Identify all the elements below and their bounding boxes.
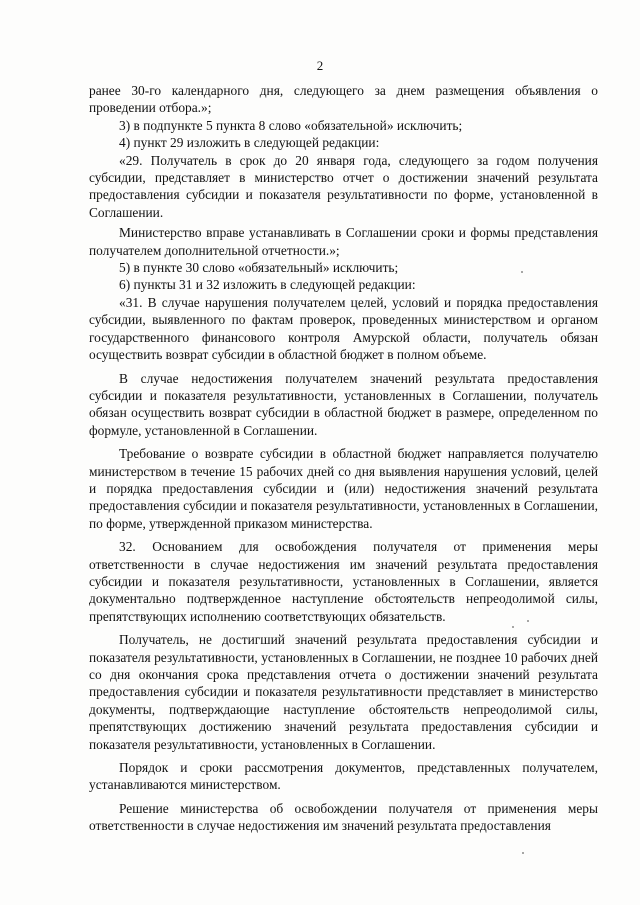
paragraph-recipient-documents: Получатель, не достигший значений результата предоставления субсидии и показателя результативности, установленных в Соглашении, не позднее 10 рабочих дней со дня окончания срока представления отчета о достижении значений результата предоставления субсидии и показателя результативности представляет в министерство документы, подтверждающие наступление обстоятельств непреодолимой силы, препятствующих достижению значений результата предоставления субсидии и показателя результативности, установленных в Соглашении. — [89, 632, 598, 752]
paragraph-item-4: 4) пункт 29 изложить в следующей редакции: — [119, 135, 380, 151]
paragraph-item-3: 3) в подпункте 5 пункта 8 слово «обязательной» исключить; — [119, 117, 463, 133]
paragraph-non-achievement: В случае недостижения получателем значений результата предоставления субсидии и показателя результативности, установленных в Соглашении, получатель обязан осуществить возврат субсидии в областной бюджет в размере, определенном по формуле, установленной в Соглашении. — [89, 370, 598, 438]
scan-speck — [512, 626, 514, 628]
scan-speck — [521, 271, 523, 273]
paragraph-point-29: «29. Получатель в срок до 20 января года, следующего за годом получения субсидии, представляет в министерство отчет о достижении значений результата предоставления субсидии и показателя результативности по форме, установленной в Соглашении. — [89, 152, 598, 220]
paragraph-point-32: 32. Основанием для освобождения получателя от применения меры ответственности в случае недостижения им значений результата предоставления субсидии и показателя результативности, установленных в Соглашении, является документально подтвержденное наступление обстоятельств непреодолимой силы, препятствующих исполнению соответствующих обязательств. — [89, 539, 598, 624]
scan-speck — [522, 852, 524, 854]
paragraph-item-6: 6) пункты 31 и 32 изложить в следующей редакции: — [119, 277, 416, 293]
paragraph-ministry-decision: Решение министерства об освобождении получателя от применения меры ответственности в случае недостижения им значений результата предоставления — [89, 800, 598, 834]
paragraph-review-procedure: Порядок и сроки рассмотрения документов, представленных получателем, устанавливаются министерством. — [89, 760, 598, 793]
paragraph-refund-demand: Требование о возврате субсидии в областной бюджет направляется получателю министерством в течение 15 рабочих дней со дня выявления нарушения условий, целей и порядка предоставления субсидии и (или) недостижения значений результата предоставления субсидии и показателя результативности, установленных в Соглашении, по форме, утвержденной приказом министерства. — [89, 446, 598, 531]
page-number: 2 — [316, 58, 324, 73]
paragraph-point-31: «31. В случае нарушения получателем целей, условий и порядка предоставления субсидии, выявленного по фактам проверок, проведенных министерством и органом государственного финансового контроля Амурской области, получатель обязан осуществить возврат субсидии в областной бюджет в полном объеме. — [89, 294, 598, 363]
scan-speck — [527, 620, 529, 622]
paragraph-ministry-rights: Министерство вправе устанавливать в Соглашении сроки и формы представления получателем дополнительной отчетности.»; — [89, 225, 598, 258]
document-text — [89, 82, 598, 835]
paragraph-continuation: ранее 30-го календарного дня, следующего за днем размещения объявления о проведении отбора.»; — [89, 83, 598, 116]
paragraph-item-5: 5) в пункте 30 слово «обязательный» исключить; — [119, 260, 399, 276]
